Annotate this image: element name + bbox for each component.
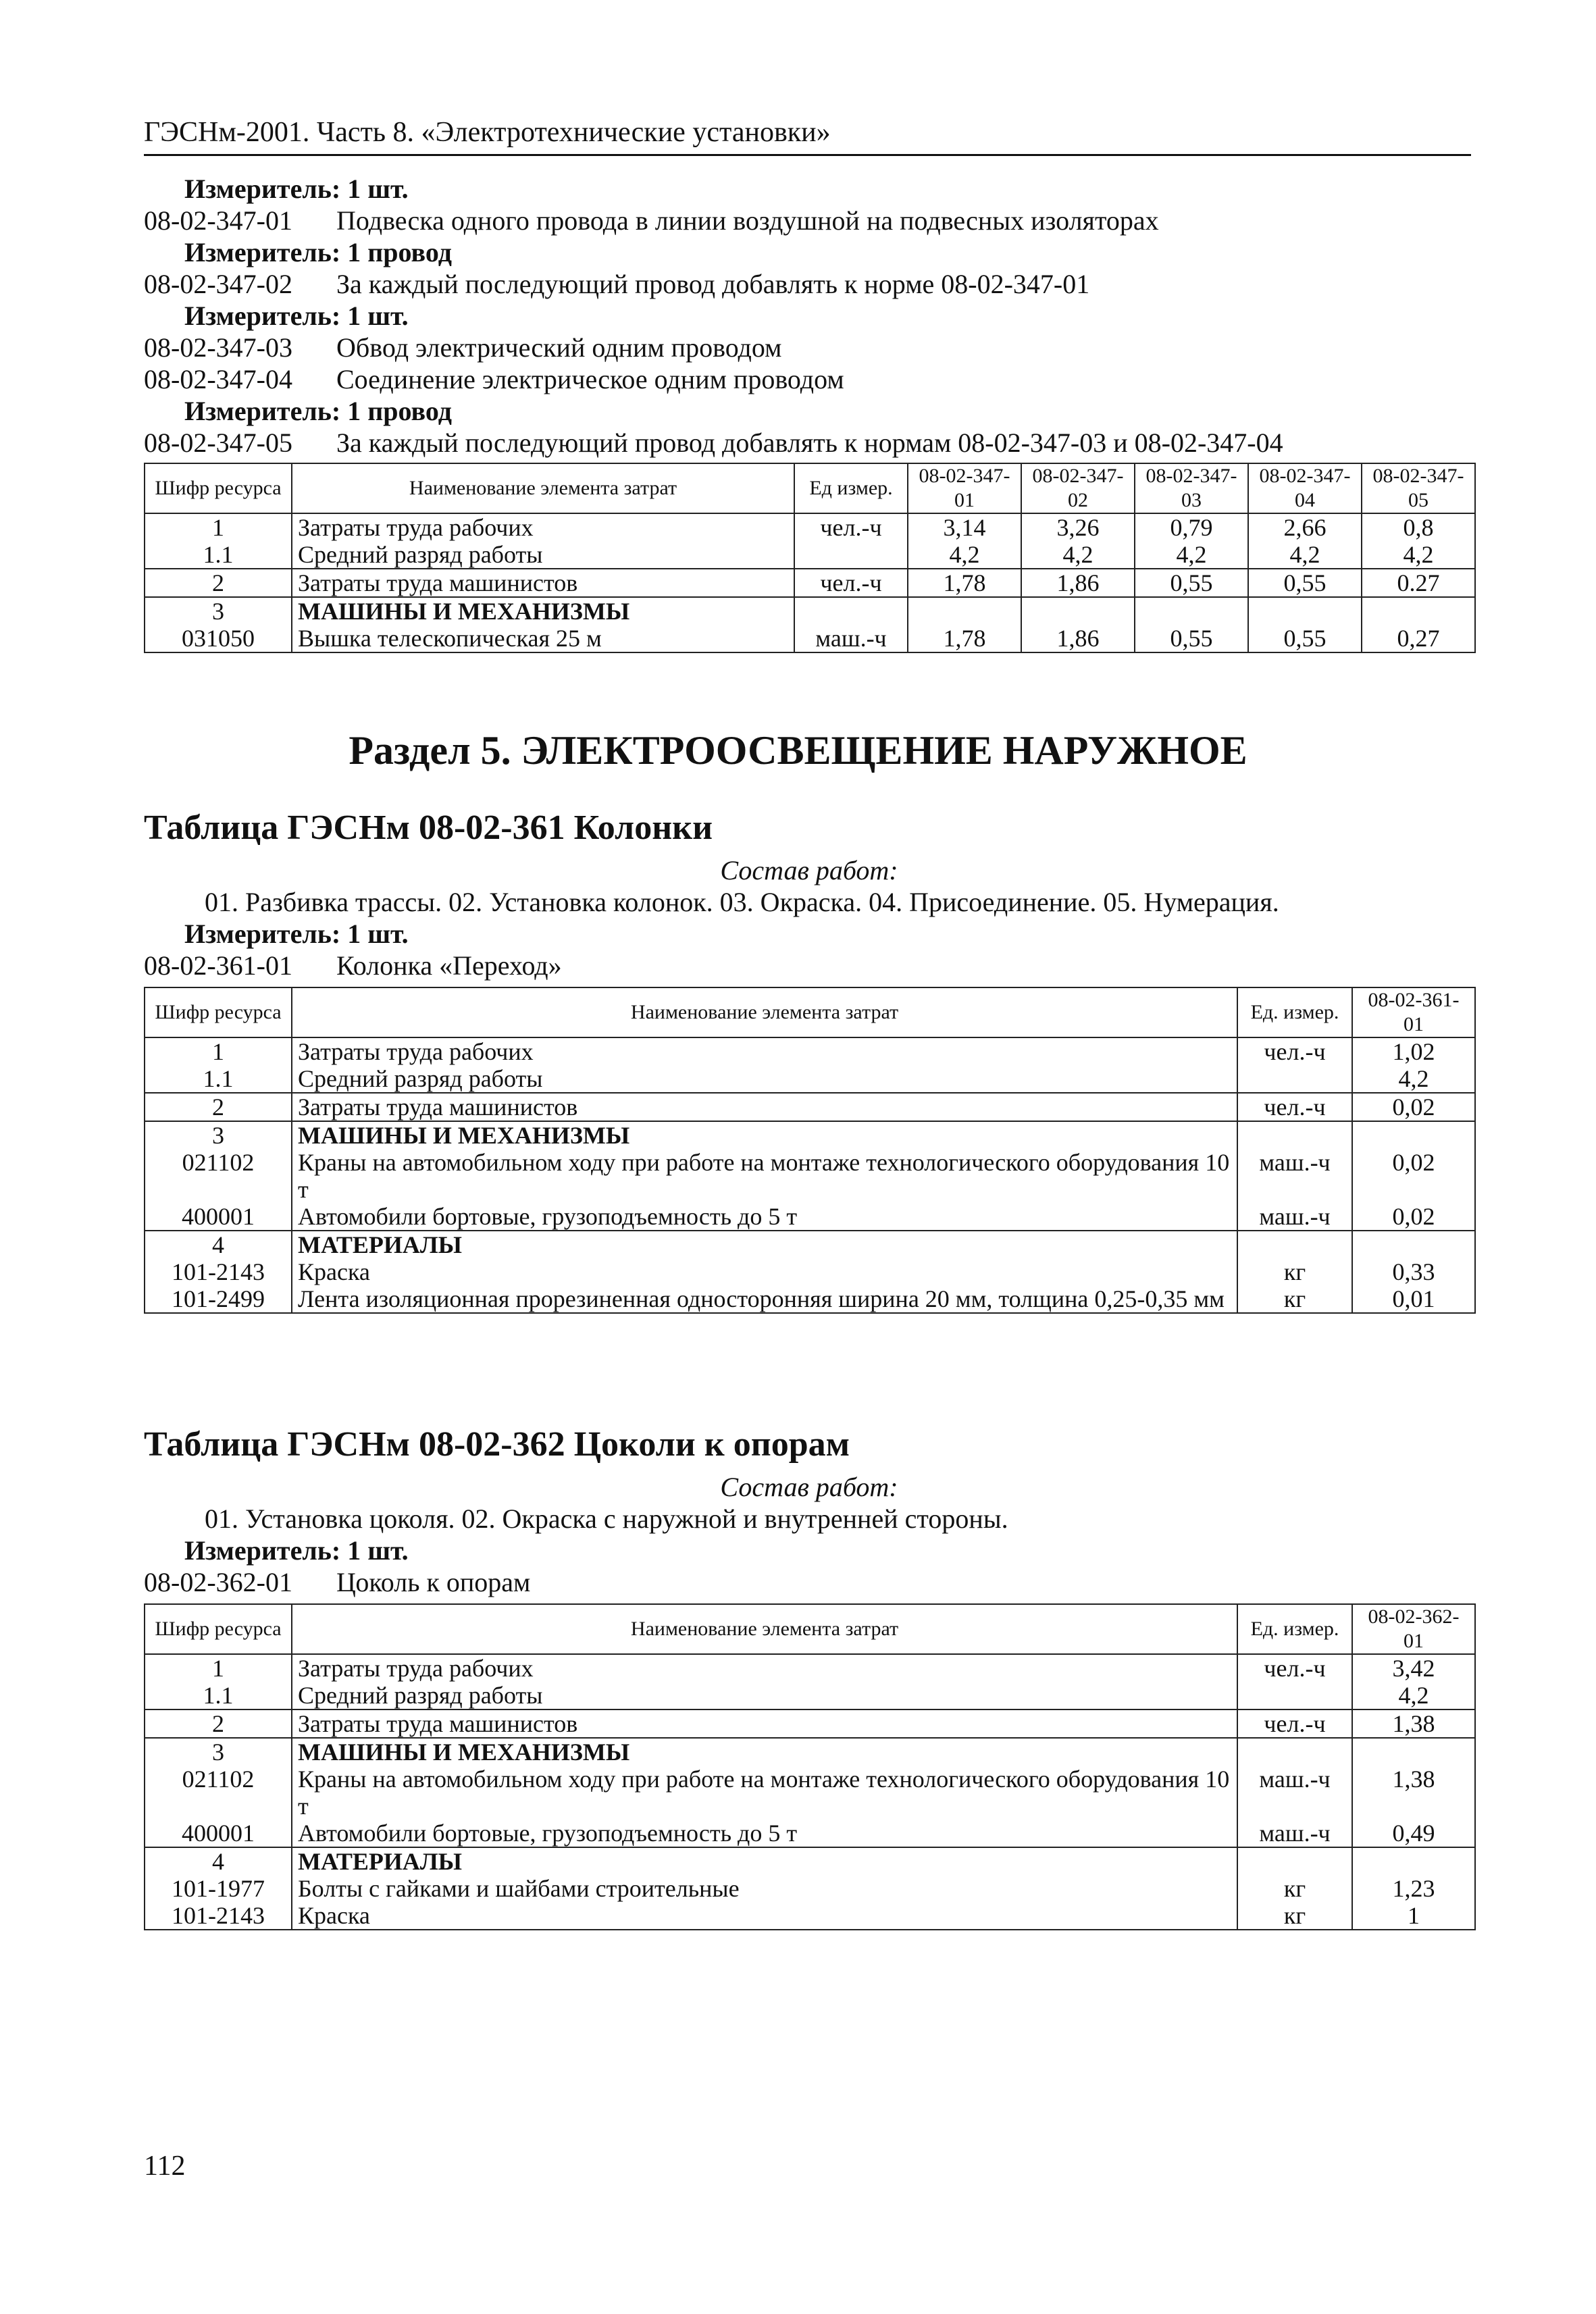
cell-unit <box>1237 1121 1352 1149</box>
header-norm-col: 08-02-347-03 <box>1135 463 1248 513</box>
cell-name: Краны на автомобильном ходу при работе на монтаже технологического оборудования 10 т <box>292 1766 1237 1820</box>
header-code: Шифр ресурса <box>145 987 292 1037</box>
cell-unit: чел.-ч <box>1237 1037 1352 1065</box>
cell-value: 0,55 <box>1135 625 1248 652</box>
table-row <box>145 1231 1475 1258</box>
cell-name: Краска <box>292 1258 1237 1285</box>
header-norm-col: 08-02-347-05 <box>1362 463 1475 513</box>
cell-value <box>908 597 1021 625</box>
cell-value: 4,2 <box>1352 1065 1475 1093</box>
cell-value: 1,23 <box>1352 1875 1475 1902</box>
item-code: 08-02-347-05 <box>144 428 292 458</box>
table-361-title: Таблица ГЭСНм 08-02-361 Колонки <box>144 808 713 847</box>
cell-code: 1.1 <box>145 1682 292 1709</box>
item-code: 08-02-347-01 <box>144 205 292 236</box>
cell-unit: кг <box>1237 1902 1352 1930</box>
cell-value <box>1135 597 1248 625</box>
cell-name: МАШИНЫ И МЕХАНИЗМЫ <box>292 597 794 625</box>
cell-unit <box>794 597 908 625</box>
cell-value: 0,02 <box>1352 1203 1475 1231</box>
table-row <box>145 1149 1475 1203</box>
cell-name: Затраты труда рабочих <box>292 1037 1237 1065</box>
cell-code: 1 <box>145 1037 292 1065</box>
measure-line: Измеритель: 1 провод <box>184 237 452 267</box>
cell-value: 1,78 <box>908 569 1021 597</box>
measure-line: Измеритель: 1 шт. <box>184 174 409 204</box>
cell-code: 021102 <box>145 1149 292 1203</box>
table-row <box>145 1654 1475 1682</box>
table-362-measure: Измеритель: 1 шт. <box>184 1535 409 1566</box>
table-362-block <box>144 1424 1474 1930</box>
cell-code: 2 <box>145 1709 292 1738</box>
cell-code: 4 <box>145 1231 292 1258</box>
cell-unit: кг <box>1237 1875 1352 1902</box>
cell-name: Средний разряд работы <box>292 541 794 569</box>
cell-unit: чел.-ч <box>794 513 908 541</box>
cell-unit <box>794 541 908 569</box>
table-row <box>145 1738 1475 1766</box>
cell-unit: чел.-ч <box>794 569 908 597</box>
cell-value <box>1352 1231 1475 1258</box>
table-row <box>145 1820 1475 1847</box>
cell-code: 3 <box>145 597 292 625</box>
cell-value <box>1362 597 1475 625</box>
item-code: 08-02-362-01 <box>144 1567 292 1597</box>
cell-value: 0,27 <box>1362 625 1475 652</box>
table-row <box>145 1093 1475 1121</box>
table-header-row <box>145 463 1475 513</box>
cell-value: 1,38 <box>1352 1766 1475 1820</box>
header-name: Наименование элемента затрат <box>292 987 1237 1037</box>
cell-name: МАТЕРИАЛЫ <box>292 1231 1237 1258</box>
cell-value: 4,2 <box>1248 541 1362 569</box>
cell-unit: маш.-ч <box>1237 1820 1352 1847</box>
norm-item-line <box>144 205 1474 236</box>
table-row <box>145 597 1475 625</box>
cell-code: 021102 <box>145 1766 292 1820</box>
cell-value: 1,02 <box>1352 1037 1475 1065</box>
norm-item-line <box>144 268 1474 300</box>
measure-line: Измеритель: 1 шт. <box>184 301 409 331</box>
cell-value: 1 <box>1352 1902 1475 1930</box>
cell-value: 2,66 <box>1248 513 1362 541</box>
cell-value: 0,02 <box>1352 1093 1475 1121</box>
table-row <box>145 1037 1475 1065</box>
cell-value: 4,2 <box>1352 1682 1475 1709</box>
cell-code: 2 <box>145 1093 292 1121</box>
cell-unit <box>1237 1065 1352 1093</box>
item-text: Цоколь к опорам <box>336 1567 531 1597</box>
cell-value: 0,55 <box>1248 569 1362 597</box>
header-unit: Ед. измер. <box>1237 987 1352 1037</box>
cell-value <box>1352 1121 1475 1149</box>
cell-name: Краны на автомобильном ходу при работе на монтаже технологического оборудования 10 т <box>292 1149 1237 1203</box>
table-row <box>145 1203 1475 1231</box>
cell-value: 0,49 <box>1352 1820 1475 1847</box>
table-361-measure: Измеритель: 1 шт. <box>184 919 409 949</box>
item-code: 08-02-347-02 <box>144 269 292 299</box>
cell-value: 0,02 <box>1352 1149 1475 1203</box>
cell-unit: маш.-ч <box>1237 1766 1352 1820</box>
norm-item-line <box>144 427 1474 459</box>
cell-name: Автомобили бортовые, грузоподъемность до 5 т <box>292 1203 1237 1231</box>
table-row <box>145 1766 1475 1820</box>
cell-value: 1,78 <box>908 625 1021 652</box>
table-row <box>145 1847 1475 1875</box>
cell-value: 4,2 <box>908 541 1021 569</box>
cell-unit <box>1237 1738 1352 1766</box>
cell-value: 1,86 <box>1021 625 1135 652</box>
cell-value: 0,8 <box>1362 513 1475 541</box>
cell-value <box>1021 597 1135 625</box>
table-row <box>145 1682 1475 1709</box>
table-row <box>145 513 1475 541</box>
table-row <box>145 1875 1475 1902</box>
header-norm-col: 08-02-361-01 <box>1352 987 1475 1037</box>
item-text: Соединение электрическое одним проводом <box>336 364 844 394</box>
cell-code: 1.1 <box>145 541 292 569</box>
cell-value: 0,01 <box>1352 1285 1475 1313</box>
cell-code: 101-2143 <box>145 1258 292 1285</box>
cell-name: Средний разряд работы <box>292 1682 1237 1709</box>
cell-value: 4,2 <box>1135 541 1248 569</box>
table-row <box>145 1065 1475 1093</box>
table-row <box>145 625 1475 652</box>
header-code: Шифр ресурса <box>145 1604 292 1654</box>
cell-name: Краска <box>292 1902 1237 1930</box>
table-361-composition: 01. Разбивка трассы. 02. Установка колонок. 03. Окраска. 04. Присоединение. 05. Нумерация. <box>205 887 1279 917</box>
cell-code: 1.1 <box>145 1065 292 1093</box>
cell-code: 2 <box>145 569 292 597</box>
header-unit: Ед. измер. <box>1237 1604 1352 1654</box>
item-text: Подвеска одного провода в линии воздушной на подвесных изоляторах <box>336 205 1159 236</box>
section-title: Раздел 5. ЭЛЕКТРООСВЕЩЕНИЕ НАРУЖНОЕ <box>349 728 1247 773</box>
cell-value: 4,2 <box>1362 541 1475 569</box>
cell-unit: чел.-ч <box>1237 1093 1352 1121</box>
cell-value: 3,14 <box>908 513 1021 541</box>
cell-value <box>1352 1738 1475 1766</box>
table-row <box>145 1902 1475 1930</box>
item-code: 08-02-347-04 <box>144 364 292 394</box>
item-code: 08-02-361-01 <box>144 950 292 981</box>
header-norm-col: 08-02-347-04 <box>1248 463 1362 513</box>
cell-name: Затраты труда машинистов <box>292 1709 1237 1738</box>
cell-unit <box>1237 1682 1352 1709</box>
cell-code: 4 <box>145 1847 292 1875</box>
cell-name: Автомобили бортовые, грузоподъемность до 5 т <box>292 1820 1237 1847</box>
header-name: Наименование элемента затрат <box>292 1604 1237 1654</box>
table-row <box>145 1258 1475 1285</box>
table-362-item <box>144 1566 1474 1598</box>
cell-code: 400001 <box>145 1820 292 1847</box>
cell-value: 0,55 <box>1248 625 1362 652</box>
cell-value: 0,79 <box>1135 513 1248 541</box>
cell-value: 4,2 <box>1021 541 1135 569</box>
cell-value: 0,33 <box>1352 1258 1475 1285</box>
cell-code: 031050 <box>145 625 292 652</box>
cell-value <box>1248 597 1362 625</box>
cell-value: 0.27 <box>1362 569 1475 597</box>
header-code: Шифр ресурса <box>145 463 292 513</box>
cell-code: 101-1977 <box>145 1875 292 1902</box>
header-unit: Ед измер. <box>794 463 908 513</box>
cell-unit <box>1237 1847 1352 1875</box>
table-row <box>145 1121 1475 1149</box>
running-header: ГЭСНм-2001. Часть 8. «Электротехнические установки» <box>144 115 1471 156</box>
cell-code: 1 <box>145 1654 292 1682</box>
header-norm-col: 08-02-347-02 <box>1021 463 1135 513</box>
cell-code: 101-2499 <box>145 1285 292 1313</box>
header-name: Наименование элемента затрат <box>292 463 794 513</box>
table-row <box>145 569 1475 597</box>
table-361-block <box>144 807 1474 1314</box>
cell-name: Затраты труда рабочих <box>292 1654 1237 1682</box>
cell-name: МАТЕРИАЛЫ <box>292 1847 1237 1875</box>
table-361-composition-title: Состав работ: <box>720 855 898 885</box>
cell-code: 3 <box>145 1738 292 1766</box>
item-text: Обвод электрический одним проводом <box>336 332 782 363</box>
header-norm-col: 08-02-362-01 <box>1352 1604 1475 1654</box>
cell-name: Лента изоляционная прорезиненная односторонняя ширина 20 мм, толщина 0,25-0,35 мм <box>292 1285 1237 1313</box>
cell-code: 1 <box>145 513 292 541</box>
table-header-row <box>145 987 1475 1037</box>
cell-name: Затраты труда рабочих <box>292 513 794 541</box>
cell-unit <box>1237 1231 1352 1258</box>
cell-unit: маш.-ч <box>1237 1149 1352 1203</box>
norm-347-table <box>144 463 1476 653</box>
table-row <box>145 1709 1475 1738</box>
item-text: Колонка «Переход» <box>336 950 562 981</box>
header-norm-col: 08-02-347-01 <box>908 463 1021 513</box>
table-362-composition-title: Состав работ: <box>720 1472 898 1502</box>
norm-item-line <box>144 332 1474 363</box>
norm-347-block <box>144 173 1474 653</box>
cell-name: Затраты труда машинистов <box>292 1093 1237 1121</box>
item-text: За каждый последующий провод добавлять к норме 08-02-347-01 <box>336 269 1090 299</box>
cell-value: 3,26 <box>1021 513 1135 541</box>
cell-name: МАШИНЫ И МЕХАНИЗМЫ <box>292 1738 1237 1766</box>
cell-code: 3 <box>145 1121 292 1149</box>
table-362-title: Таблица ГЭСНм 08-02-362 Цоколи к опорам <box>144 1425 850 1464</box>
norm-347-items <box>144 173 1474 459</box>
table-362-composition: 01. Установка цоколя. 02. Окраска с наружной и внутренней стороны. <box>205 1503 1008 1534</box>
cell-unit: кг <box>1237 1285 1352 1313</box>
cell-value: 3,42 <box>1352 1654 1475 1682</box>
table-362 <box>144 1603 1476 1930</box>
cell-code: 101-2143 <box>145 1902 292 1930</box>
table-header-row <box>145 1604 1475 1654</box>
item-text: За каждый последующий провод добавлять к нормам 08-02-347-03 и 08-02-347-04 <box>336 428 1283 458</box>
cell-name: Затраты труда машинистов <box>292 569 794 597</box>
cell-unit: кг <box>1237 1258 1352 1285</box>
cell-value <box>1352 1847 1475 1875</box>
cell-unit: маш.-ч <box>794 625 908 652</box>
cell-value: 0,55 <box>1135 569 1248 597</box>
cell-unit: чел.-ч <box>1237 1709 1352 1738</box>
table-361 <box>144 987 1476 1314</box>
cell-unit: чел.-ч <box>1237 1654 1352 1682</box>
table-row <box>145 1285 1475 1313</box>
cell-value: 1,38 <box>1352 1709 1475 1738</box>
cell-name: Средний разряд работы <box>292 1065 1237 1093</box>
norm-item-line <box>144 363 1474 395</box>
measure-line: Измеритель: 1 провод <box>184 396 452 426</box>
cell-unit: маш.-ч <box>1237 1203 1352 1231</box>
cell-value: 1,86 <box>1021 569 1135 597</box>
table-361-item <box>144 950 1474 981</box>
item-code: 08-02-347-03 <box>144 332 292 363</box>
page-number: 112 <box>144 2151 186 2182</box>
table-row <box>145 541 1475 569</box>
cell-name: Болты с гайками и шайбами строительные <box>292 1875 1237 1902</box>
cell-name: Вышка телескопическая 25 м <box>292 625 794 652</box>
cell-code: 400001 <box>145 1203 292 1231</box>
cell-name: МАШИНЫ И МЕХАНИЗМЫ <box>292 1121 1237 1149</box>
